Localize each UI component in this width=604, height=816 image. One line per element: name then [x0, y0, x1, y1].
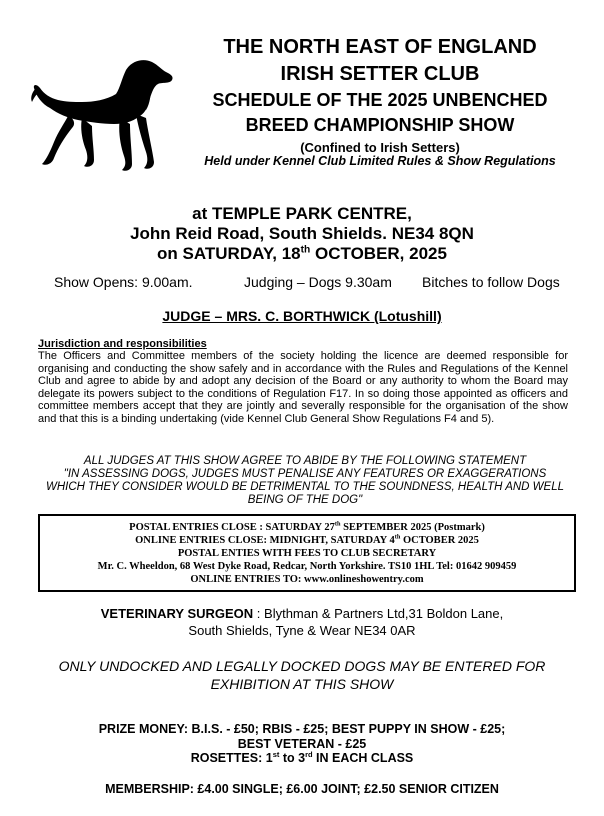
jurisdiction-heading: Jurisdiction and responsibilities	[38, 338, 207, 350]
statement-line3: WHICH THEY CONSIDER WOULD BE DETRIMENTAL TO THE SOUNDNESS, HEALTH AND WELL	[46, 481, 564, 493]
club-name-line1: THE NORTH EAST OF ENGLAND	[223, 36, 537, 58]
statement-line4: BEING OF THE DOG"	[247, 494, 363, 506]
venue-name: at TEMPLE PARK CENTRE,	[192, 204, 412, 223]
docked-line1: ONLY UNDOCKED AND LEGALLY DOCKED DOGS MAY BE ENTERED FOR	[58, 658, 546, 674]
best-veteran: BEST VETERAN - £25	[237, 737, 367, 751]
statement-line1: ALL JUDGES AT THIS SHOW AGREE TO ABIDE BY THE FOLLOWING STATEMENT	[83, 455, 527, 467]
prize-money: PRIZE MONEY: B.I.S. - £50; RBIS - £25; BEST PUPPY IN SHOW - £25;	[98, 722, 506, 736]
secretary-address: Mr. C. Wheeldon, 68 West Dyke Road, Redcar, North Yorkshire. TS10 1HL Tel: 01642 909459	[97, 561, 517, 572]
show-date: on SATURDAY, 18th OCTOBER, 2025	[157, 244, 447, 263]
vet-line2: South Shields, Tyne & Wear NE34 0AR	[188, 623, 416, 638]
show-opens: Show Opens: 9.00am.	[54, 274, 193, 290]
schedule-title-line2: BREED CHAMPIONSHIP SHOW	[245, 115, 515, 135]
club-name-line2: IRISH SETTER CLUB	[280, 63, 480, 85]
membership: MEMBERSHIP: £4.00 SINGLE; £6.00 JOINT; £2.50 SENIOR CITIZEN	[105, 782, 499, 796]
judging-time: Judging – Dogs 9.30am	[244, 274, 392, 290]
entries-box	[38, 514, 576, 592]
online-close: ONLINE ENTRIES CLOSE: MIDNIGHT, SATURDAY 4th OCTOBER 2025	[135, 533, 479, 546]
judge-heading: JUDGE – MRS. C. BORTHWICK (Lotushill)	[162, 308, 442, 324]
schedule-title-line1: SCHEDULE OF THE 2025 UNBENCHED	[212, 90, 548, 110]
online-entries-link: ONLINE ENTRIES TO: www.onlineshowentry.com	[190, 574, 424, 585]
rules-note: Held under Kennel Club Limited Rules & Show Regulations	[204, 154, 556, 168]
show-times	[54, 274, 574, 290]
venue-address: John Reid Road, South Shields. NE34 8QN	[130, 224, 474, 243]
jurisdiction-body: The Officers and Committee members of the society holding the licence are deemed responsible for organising and conducting the show safely and in accordance with the Rules and Regulations of the Kennel Club and agree to abide by and adopt any decision of the Board or any authority to whom the Board may delegate its powers subject to the conditions of Regulation F17. In so doing those appointed as officers and committee members accept that they are jointly and severally responsible for the organisation of the show and that this is a binding undertaking (vide Kennel Club General Show Regulations F4 and 5).	[38, 350, 568, 425]
rosettes: ROSETTES: 1st to 3rd IN EACH CLASS	[190, 749, 414, 765]
bitches-note: Bitches to follow Dogs	[422, 274, 560, 290]
statement-line2: "IN ASSESSING DOGS, JUDGES MUST PENALISE ANY FEATURES OR EXAGGERATIONS	[63, 468, 547, 480]
postal-close: POSTAL ENTRIES CLOSE : SATURDAY 27th SEPTEMBER 2025 (Postmark)	[129, 520, 485, 533]
fees-note: POSTAL ENTIES WITH FEES TO CLUB SECRETARY	[177, 548, 437, 559]
vet-line1: VETERINARY SURGEON : Blythman & Partners Ltd,31 Boldon Lane,	[100, 606, 504, 621]
confined-note: (Confined to Irish Setters)	[300, 140, 460, 155]
docked-line2: EXHIBITION AT THIS SHOW	[210, 676, 394, 692]
